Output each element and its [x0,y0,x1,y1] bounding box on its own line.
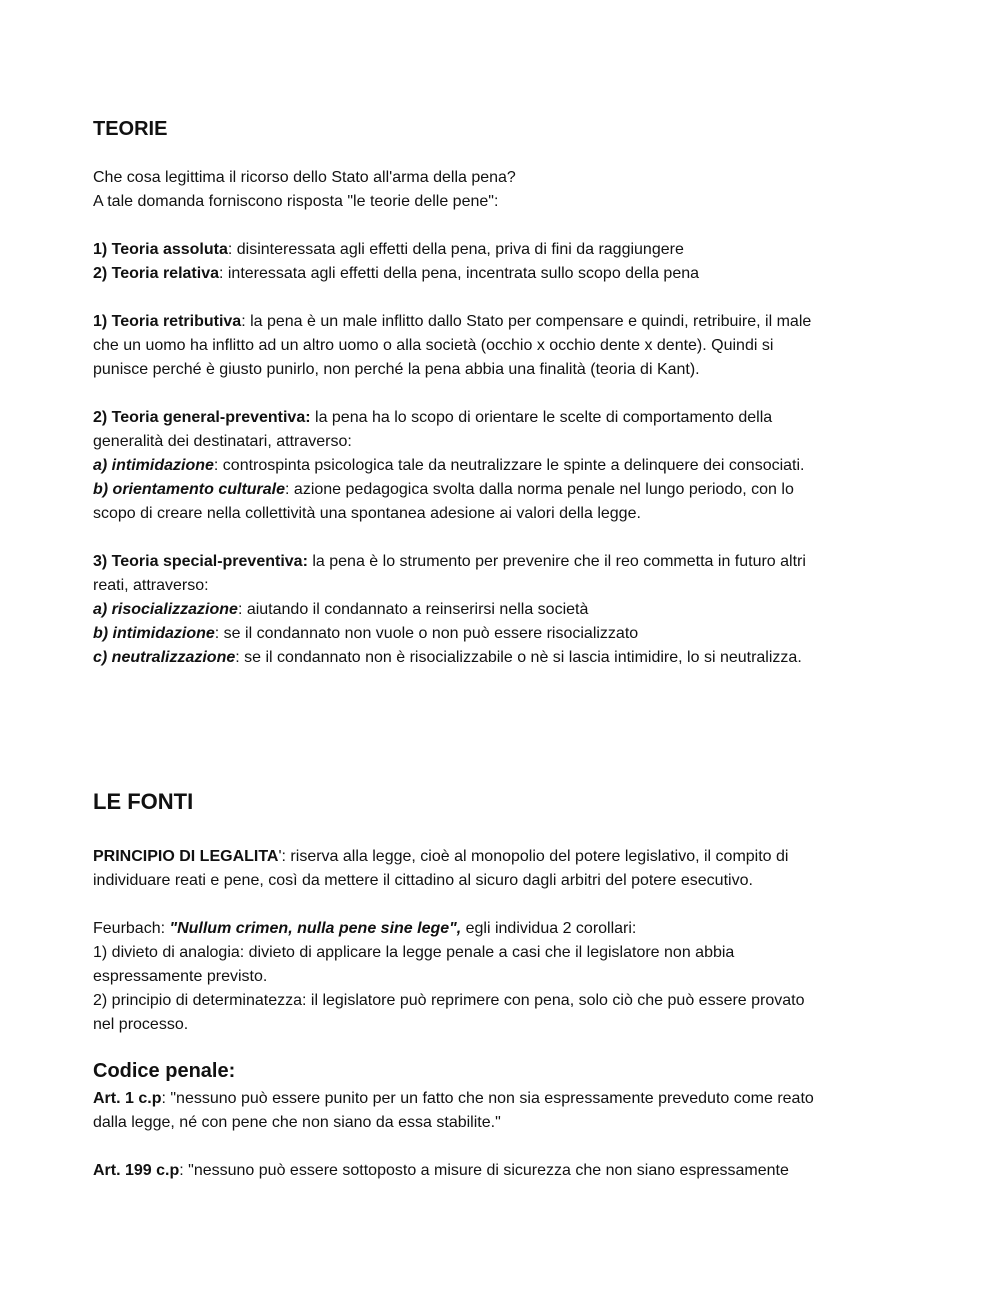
teoria-retributiva-text-1: : la pena è un male inflitto dallo Stato per compensare e quindi, retribuire, il male [241,313,812,330]
teoria-special-preventiva [93,550,806,574]
general-item-a [93,454,804,478]
teoria-relativa [93,262,699,286]
teoria-retributiva-text-2: che un uomo ha inflitto ad un altro uomo o alla società (occhio x occhio dente x dente). Quindi si [93,337,774,354]
art-1-label: Art. 1 c.p [93,1090,162,1107]
teoria-special-label: 3) Teoria special-preventiva: [93,553,308,570]
teoria-retributiva-label: 1) Teoria retributiva [93,313,242,330]
teoria-special-text-2: reati, attraverso: [93,577,209,594]
codice-penale-title: Codice penale: [93,1060,236,1082]
special-item-a-text: : aiutando il condannato a reinserirsi nella società [237,601,589,618]
feurbach-post: egli individua 2 corollari: [461,920,637,937]
intro-line-2: A tale domanda forniscono risposta "le teorie delle pene": [93,193,499,210]
art-199-text-1: : "nessuno può essere sottoposto a misure di sicurezza che non siano espressamente [179,1162,789,1179]
teoria-special-text-1: la pena è lo strumento per prevenire che il reo commetta in futuro altri [307,553,806,570]
principio-legalita-text-2: individuare reati e pene, così da mettere il cittadino al sicuro dagli arbitri del potere esecutivo. [93,872,753,889]
art-199 [93,1159,789,1183]
general-item-b-text-1: : azione pedagogica svolta dalla norma penale nel lungo periodo, con lo [285,481,794,498]
general-item-b [93,478,794,502]
teoria-assoluta [93,238,684,262]
general-item-b-label: b) orientamento culturale [93,481,286,498]
art-1 [93,1087,814,1111]
art-1-text-1: : "nessuno può essere punito per un fatto che non sia espressamente preveduto come reato [161,1090,814,1107]
section-title-teorie: TEORIE [93,118,168,140]
corollario-1-line-2: espressamente previsto. [93,968,268,985]
teoria-relativa-text: : interessata agli effetti della pena, incentrata sullo scopo della pena [218,265,700,282]
corollario-2-line-2: nel processo. [93,1016,189,1033]
teoria-general-label: 2) Teoria general-preventiva: [93,409,311,426]
feurbach-quote: "Nullum crimen, nulla pene sine lege", [169,920,462,937]
general-item-a-label: a) intimidazione [93,457,214,474]
special-item-b [93,622,638,646]
special-item-a [93,598,588,622]
special-item-a-label: a) risocializzazione [93,601,238,618]
special-item-c [93,646,802,670]
section-title-fonti: LE FONTI [93,789,194,814]
special-item-b-text: : se il condannato non vuole o non può essere risocializzato [214,625,639,642]
feurbach-line [93,917,636,941]
teoria-retributiva [93,310,811,334]
teoria-retributiva-text-3: punisce perché è giusto punirlo, non perché la pena abbia una finalità (teoria di Kant). [93,361,700,378]
general-item-a-text: : controspinta psicologica tale da neutralizzare le spinte a delinquere dei consociati. [213,457,805,474]
art-1-text-2: dalla legge, né con pene che non siano da essa stabilite." [93,1114,501,1131]
special-item-c-text: : se il condannato non è risocializzabile o nè si lascia intimidire, lo si neutralizza. [235,649,802,666]
teoria-assoluta-text: : disinteressata agli effetti della pena, priva di fini da raggiungere [227,241,684,258]
intro-line-1: Che cosa legittima il ricorso dello Stato all'arma della pena? [93,169,516,186]
general-item-b-text-2: scopo di creare nella collettività una spontanea adesione ai valori della legge. [93,505,641,522]
teoria-general-text-1: la pena ha lo scopo di orientare le scelte di comportamento della [310,409,773,426]
special-item-b-label: b) intimidazione [93,625,215,642]
teoria-general-preventiva [93,406,772,430]
principio-legalita [93,845,788,869]
feurbach-pre: Feurbach: [93,920,170,937]
special-item-c-label: c) neutralizzazione [93,649,236,666]
teoria-relativa-label: 2) Teoria relativa [93,265,219,282]
teoria-assoluta-label: 1) Teoria assoluta [93,241,228,258]
principio-legalita-text-1: ': riserva alla legge, cioè al monopolio del potere legislativo, il compito di [278,848,789,865]
corollario-1-line-1: 1) divieto di analogia: divieto di applicare la legge penale a casi che il legislatore non abbia [93,944,735,961]
principio-legalita-label: PRINCIPIO DI LEGALITA [93,848,279,865]
teoria-general-text-2: generalità dei destinatari, attraverso: [93,433,352,450]
art-199-label: Art. 199 c.p [93,1162,180,1179]
corollario-2-line-1: 2) principio di determinatezza: il legislatore può reprimere con pena, solo ciò che può essere provato [93,992,805,1009]
